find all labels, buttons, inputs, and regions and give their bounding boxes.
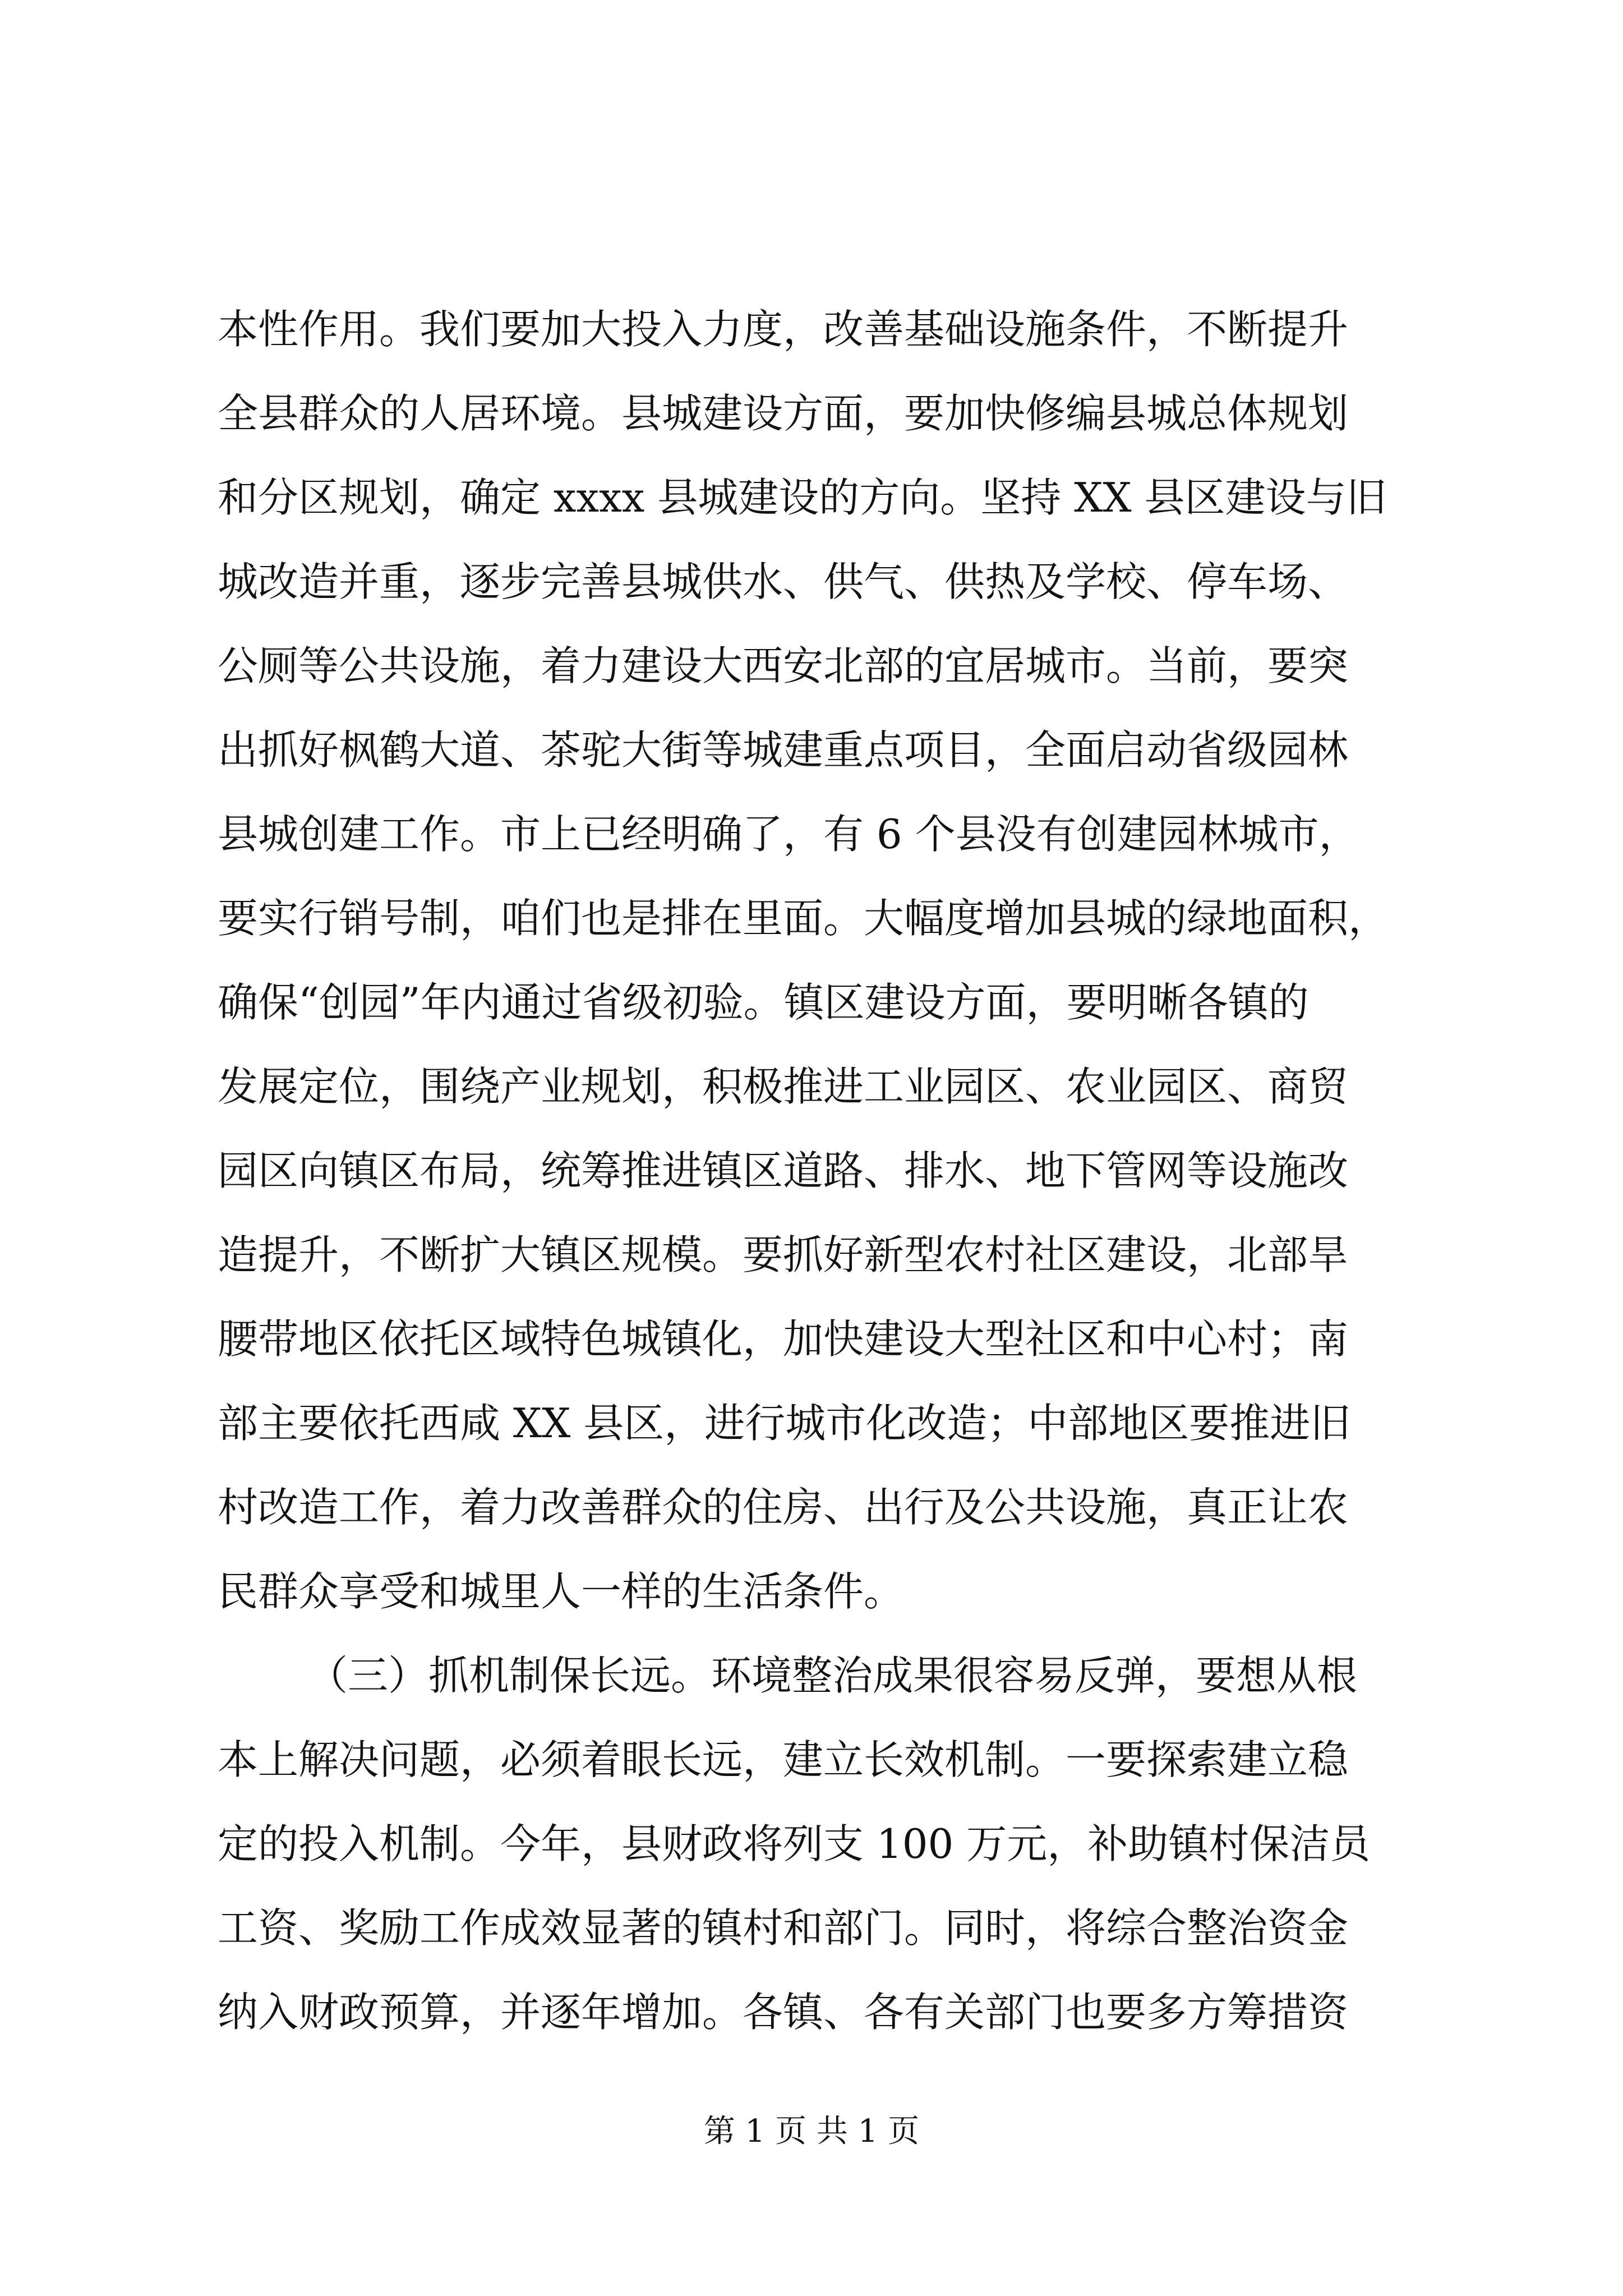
text-line: 园区向镇区布局，统筹推进镇区道路、排水、地下管网等设施改 <box>218 1147 1349 1194</box>
text-line: 部主要依托西咸 XX 县区，进行城市化改造；中部地区要推进旧 <box>218 1400 1351 1447</box>
text-line: 本上解决问题，必须着眼长远，建立长效机制。一要探索建立稳 <box>218 1736 1349 1783</box>
text-line: 造提升，不断扩大镇区规模。要抓好新型农村社区建设，北部旱 <box>218 1231 1349 1278</box>
text-line: 民群众享受和城里人一样的生活条件。 <box>218 1568 905 1615</box>
text-line: 纳入财政预算，并逐年增加。各镇、各有关部门也要多方筹措资 <box>218 1989 1349 2036</box>
text-line: 确保“创园”年内通过省级初验。镇区建设方面，要明晰各镇的 <box>218 979 1309 1026</box>
text-line: 和分区规划，确定 xxxx 县城建设的方向。坚持 XX 县区建设与旧 <box>218 474 1387 521</box>
text-line: 腰带地区依托区域特色城镇化，加快建设大型社区和中心村；南 <box>218 1315 1349 1363</box>
text-line: 工资、奖励工作成效显著的镇村和部门。同时，将综合整治资金 <box>218 1904 1349 1952</box>
text-line: 全县群众的人居环境。县城建设方面，要加快修编县城总体规划 <box>218 390 1349 437</box>
text-line: 城改造并重，逐步完善县城供水、供气、供热及学校、停车场、 <box>218 558 1349 605</box>
text-line: 要实行销号制，咱们也是排在里面。大幅度增加县城的绿地面积， <box>218 895 1389 942</box>
text-line: 公厕等公共设施，着力建设大西安北部的宜居城市。当前，要突 <box>218 642 1349 689</box>
text-line: 出抓好枫鹤大道、茶驼大街等城建重点项目，全面启动省级园林 <box>218 726 1349 774</box>
page-number-footer: 第 1 页 共 1 页 <box>703 2113 920 2150</box>
text-line: 定的投入机制。今年，县财政将列支 100 万元，补助镇村保洁员 <box>218 1820 1371 1867</box>
paragraph-heading-line: （三）抓机制保长远。环境整治成果很容易反弹，要想从根 <box>307 1652 1358 1699</box>
text-line: 县城创建工作。市上已经明确了，有 6 个县没有创建园林城市， <box>218 811 1359 858</box>
text-line: 本性作用。我们要加大投入力度，改善基础设施条件，不断提升 <box>218 306 1349 353</box>
text-line: 村改造工作，着力改善群众的住房、出行及公共设施，真正让农 <box>218 1484 1349 1531</box>
text-line: 发展定位，围绕产业规划，积极推进工业园区、农业园区、商贸 <box>218 1063 1349 1110</box>
